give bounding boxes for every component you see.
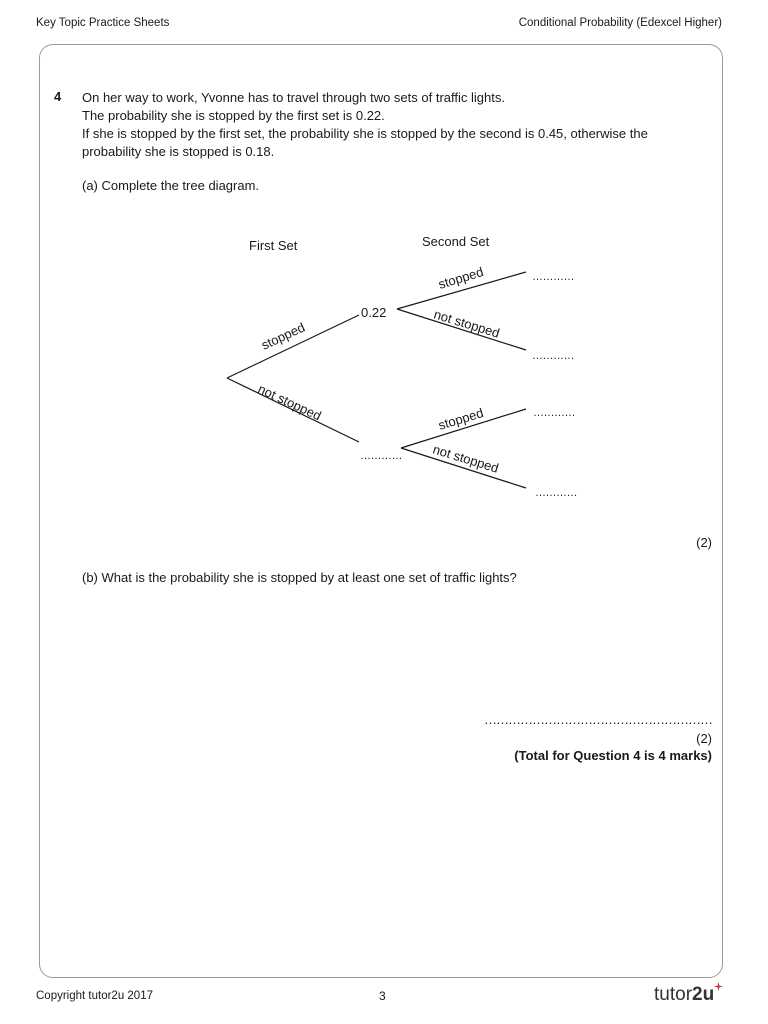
answer-blank-first-not-stopped: ………… <box>360 450 402 462</box>
question-line: If she is stopped by the first set, the probability she is stopped by the second is 0.45, otherwise the <box>82 126 648 141</box>
answer-blank-stopped-not-stopped: ………… <box>532 350 574 362</box>
part-b-prompt: (b) What is the probability she is stopped by at least one set of traffic lights? <box>82 570 517 585</box>
part-b-marks: (2) <box>696 731 712 746</box>
header-left: Key Topic Practice Sheets <box>36 17 170 29</box>
part-a-marks: (2) <box>696 535 712 550</box>
answer-blank-not-stopped-stopped: ………… <box>533 407 575 419</box>
copyright: Copyright tutor2u 2017 <box>36 990 153 1002</box>
question-line: On her way to work, Yvonne has to travel through two sets of traffic lights. <box>82 90 505 105</box>
branch-label-not-stopped: not stopped <box>255 381 324 424</box>
branch-label-stopped: stopped <box>436 263 486 292</box>
answer-blank-not-stopped-not-stopped: ………… <box>535 487 577 499</box>
header-right: Conditional Probability (Edexcel Higher) <box>518 17 722 29</box>
part-a-prompt: (a) Complete the tree diagram. <box>82 178 260 193</box>
branch-label-stopped: stopped <box>436 404 486 433</box>
question-number: 4 <box>54 89 62 104</box>
first-stopped-probability: 0.22 <box>361 305 387 320</box>
logo-text: tutor <box>654 984 693 1005</box>
second-set-label: Second Set <box>422 234 490 249</box>
question-line: The probability she is stopped by the first set is 0.22. <box>82 108 385 123</box>
tutor2u-logo <box>654 984 714 1006</box>
answer-blank-stopped-stopped: ………… <box>532 271 574 283</box>
page-number: 3 <box>379 989 386 1003</box>
answer-line[interactable]: ………………………………………………… <box>484 712 712 727</box>
branch-label-stopped: stopped <box>258 319 308 353</box>
branch-label-not-stopped: not stopped <box>431 441 501 476</box>
logo-bold: 2u <box>692 984 715 1005</box>
question-line: probability she is stopped is 0.18. <box>82 144 275 159</box>
branch-label-not-stopped: not stopped <box>432 306 502 341</box>
total-marks: (Total for Question 4 is 4 marks) <box>514 748 712 763</box>
logo-sparkle-icon <box>714 982 723 991</box>
first-set-label: First Set <box>249 238 298 253</box>
